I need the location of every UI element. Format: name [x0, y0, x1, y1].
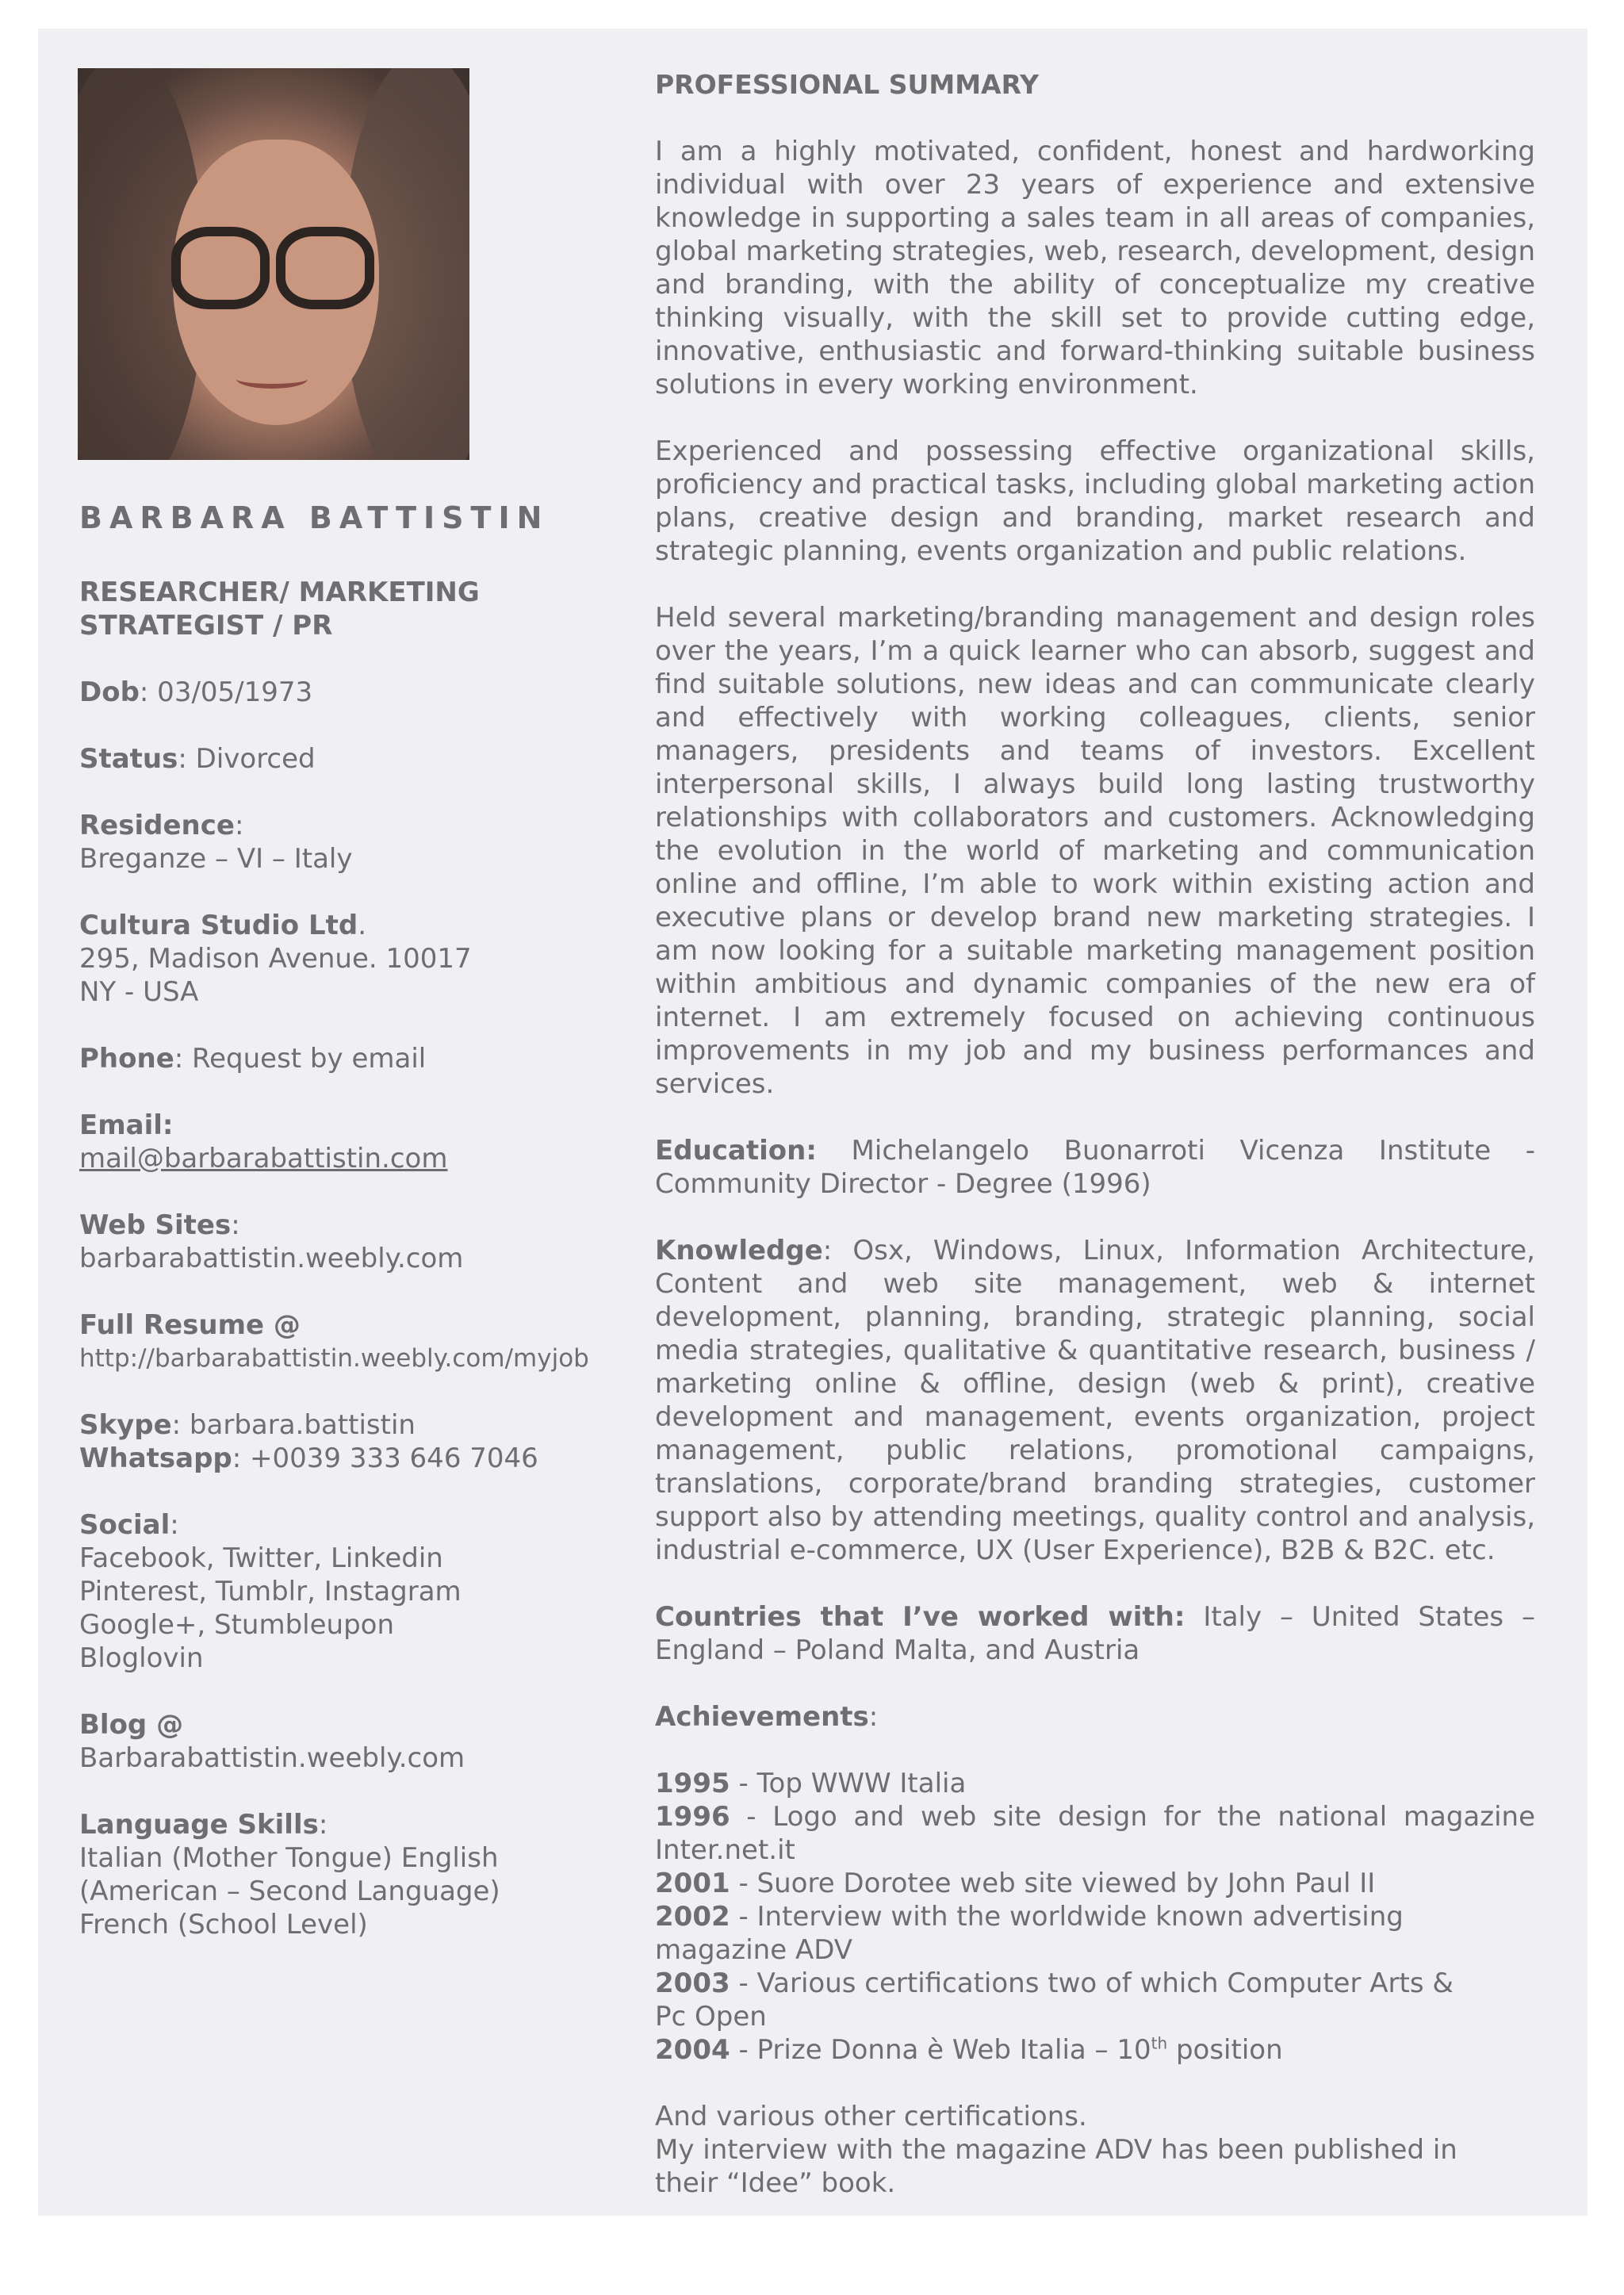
websites-field: Web Sites: barbarabattistin.weebly.com	[79, 1209, 658, 1275]
achievement-item: 1996 - Logo and web site design for the national magazine Inter.net.it	[655, 1801, 1535, 1866]
education-paragraph: Education: Michelangelo Buonarroti Vicenza Institute - Community Director - Degree (1996)	[655, 1135, 1535, 1200]
full-resume-field: Full Resume @ http://barbarabattistin.weebly.com/myjob	[79, 1308, 658, 1375]
blog-link[interactable]: Barbarabattistin.weebly.com	[79, 1742, 465, 1774]
achievement-item: 1995 - Top WWW Italia	[655, 1768, 967, 1799]
profile-photo	[78, 68, 469, 460]
phone-field: Phone: Request by email	[79, 1043, 427, 1075]
company-field: Cultura Studio Ltd. 295, Madison Avenue. 10017 NY - USA	[79, 910, 472, 1008]
status-field: Status: Divorced	[79, 743, 316, 775]
website-link[interactable]: barbarabattistin.weebly.com	[79, 1243, 464, 1274]
contact-messaging: Skype: barbara.battistin Whatsapp: +0039 333 646 7046	[79, 1409, 538, 1474]
summary-paragraph-2: Experienced and possessing effective organizational skills, proficiency and practical tasks, including global marketing action plans, creative design and branding, market research and strategic planning, events organization and public relations.	[655, 435, 1535, 567]
achievements-list	[655, 1767, 1535, 2067]
language-skills-field: Language Skills: Italian (Mother Tongue) English (American – Second Language) French (School Level)	[79, 1809, 500, 1941]
closing-line-1: And various other certifications.	[655, 2101, 1087, 2132]
dob-field: Dob: 03/05/1973	[79, 676, 313, 708]
sidebar	[79, 500, 658, 1975]
job-title: RESEARCHER/ MARKETING STRATEGIST / PR	[79, 577, 480, 642]
summary-paragraph-1: I am a highly motivated, confident, honest and hardworking individual with over 23 years of experience and extensive knowledge in supporting a sales team in all areas of companies, global marketing strategies, web, research, development, design and branding, with the ability of conceptualize my creative thinking visually, with the skill set to provide cutting edge, innovative, enthusiastic and forward-thinking suitable business solutions in every working environment.	[655, 136, 1535, 400]
email-link[interactable]: mail@barbarabattistin.com	[79, 1143, 448, 1174]
blog-field: Blog @ Barbarabattistin.weebly.com	[79, 1708, 658, 1775]
full-resume-link[interactable]: http://barbarabattistin.weebly.com/myjob	[79, 1344, 589, 1373]
closing-line-2: My interview with the magazine ADV has been published in their “Idee” book.	[655, 2134, 1457, 2199]
residence-field: Residence: Breganze – VI – Italy	[79, 810, 353, 875]
achievements-heading: Achievements:	[655, 1701, 879, 1733]
countries-paragraph: Countries that I’ve worked with: Italy – United States – England – Poland Malta, and Austria	[655, 1601, 1536, 1666]
knowledge-paragraph: Knowledge: Osx, Windows, Linux, Information Architecture, Content and web site management, web & internet development, planning, branding, strategic planning, social media strategies, qualitative & quantitative research, business / marketing online & offline, design (web & print), creative development and management, events organization, project management, public relations, promotional campaigns, translations, corporate/brand branding strategies, customer support also by attending meetings, quality control and analysis, industrial e-commerce, UX (User Experience), B2B & B2C. etc.	[655, 1235, 1535, 1566]
achievement-item: 2004 - Prize Donna è Web Italia – 10th position	[655, 2033, 1283, 2066]
achievement-item: 2001 - Suore Dorotee web site viewed by John Paul II	[655, 1868, 1376, 1899]
section-heading-summary: PROFESSIONAL SUMMARY	[655, 69, 1040, 100]
email-field: Email: mail@barbarabattistin.com	[79, 1109, 448, 1174]
main-content	[655, 68, 1535, 2200]
person-name: BARBARA BATTISTIN	[79, 500, 550, 535]
achievement-item: 2002 - Interview with the worldwide known advertising magazine ADV	[655, 1901, 1404, 1966]
achievement-item: 2003 - Various certifications two of which Computer Arts & Pc Open	[655, 1967, 1454, 2033]
social-field: Social: Facebook, Twitter, Linkedin Pinterest, Tumblr, Instagram Google+, Stumbleupon Bloglovin	[79, 1509, 462, 1674]
resume-sheet	[38, 29, 1588, 2216]
summary-paragraph-3: Held several marketing/branding management and design roles over the years, I’m a quick learner who can absorb, suggest and find suitable solutions, new ideas and can communicate clearly and effectively with working colleagues, clients, senior managers, presidents and teams of investors. Excellent interpersonal skills, I always build long lasting trustworthy relationships with collaborators and customers. Acknowledging the evolution in the world of marketing and communication online and offline, I’m able to work within existing action and executive plans or develop brand new marketing strategies. I am now looking for a suitable marketing management position within ambitious and dynamic companies of the new era of internet. I am extremely focused on achieving continuous improvements in my job and my business performances and services.	[655, 602, 1535, 1100]
